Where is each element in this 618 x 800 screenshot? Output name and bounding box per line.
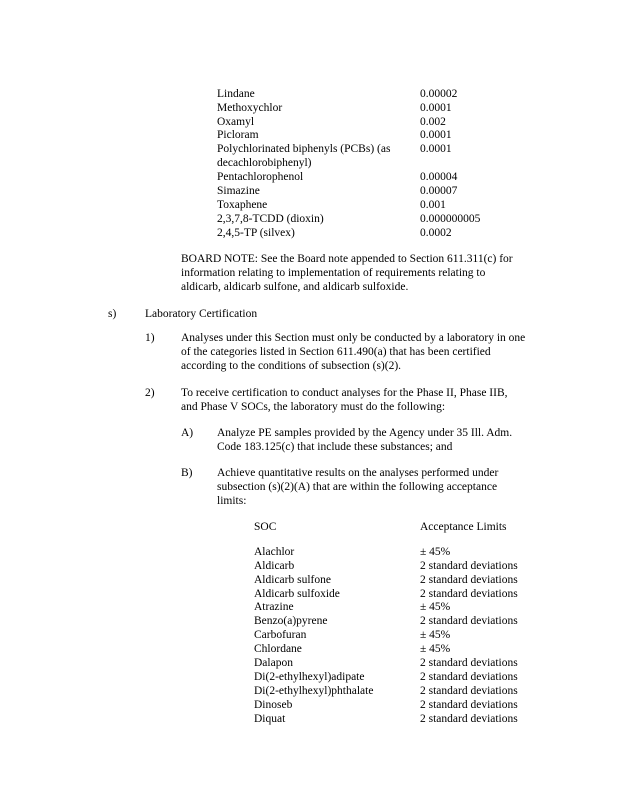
item-a-text xyxy=(217,426,512,454)
table-row xyxy=(0,656,618,670)
soc-name: Aldicarb sulfoxide xyxy=(254,588,340,600)
soc-name: Atrazine xyxy=(254,601,294,613)
contaminant-value: 0.00002 xyxy=(420,88,458,100)
acceptance-limit: 2 standard deviations xyxy=(420,685,518,697)
table-row xyxy=(0,198,618,212)
paragraph-line: limits: xyxy=(217,495,247,507)
table-row xyxy=(0,87,618,101)
table-row xyxy=(0,128,618,142)
soc-name: Benzo(a)pyrene xyxy=(254,615,328,627)
paragraph-line: according to the conditions of subsection (s)(2). xyxy=(181,360,402,372)
contaminant-name: Pentachlorophenol xyxy=(217,171,304,183)
paragraph-line: To receive certification to conduct analyses for the Phase II, Phase IIB, xyxy=(181,387,508,399)
contaminant-name: Methoxychlor xyxy=(217,102,283,114)
contaminant-name: Oxamyl xyxy=(217,116,255,128)
board-note-line: information relating to implementation of requirements relating to xyxy=(181,267,486,279)
contaminant-name: 2,3,7,8-TCDD (dioxin) xyxy=(217,213,324,225)
table-row xyxy=(0,684,618,698)
header-soc: SOC xyxy=(254,521,277,533)
soc-name: Aldicarb sulfone xyxy=(254,574,331,586)
contaminant-value: 0.001 xyxy=(420,199,446,211)
table-row xyxy=(0,142,618,156)
soc-name: Carbofuran xyxy=(254,629,307,641)
paragraph-line: Achieve quantitative results on the analyses performed under xyxy=(217,467,499,479)
table-header xyxy=(0,520,618,534)
table-row xyxy=(0,600,618,614)
table-row-continuation xyxy=(0,156,618,170)
soc-name: Diquat xyxy=(254,713,286,725)
table-row xyxy=(0,614,618,628)
table-row xyxy=(0,170,618,184)
table-row xyxy=(0,226,618,240)
contaminant-name: Toxaphene xyxy=(217,199,268,211)
table-row xyxy=(0,115,618,129)
paragraph-line: subsection (s)(2)(A) that are within the following acceptance xyxy=(217,481,498,493)
acceptance-limit: ± 45% xyxy=(420,601,451,613)
paragraph-line: Code 183.125(c) that include these substances; and xyxy=(217,441,453,453)
acceptance-limit: ± 45% xyxy=(420,546,451,558)
contaminant-value: 0.0001 xyxy=(420,102,452,114)
paragraph-line: of the categories listed in Section 611.490(a) that has been certified xyxy=(181,346,491,358)
acceptance-limit: 2 standard deviations xyxy=(420,671,518,683)
table-row xyxy=(0,573,618,587)
section-marker: s) xyxy=(108,308,117,320)
acceptance-limit: 2 standard deviations xyxy=(420,713,518,725)
contaminant-name: Simazine xyxy=(217,185,260,197)
acceptance-limit: 2 standard deviations xyxy=(420,615,518,627)
soc-name: Dinoseb xyxy=(254,699,293,711)
contaminant-name: Polychlorinated biphenyls (PCBs) (as xyxy=(217,143,391,155)
contaminant-value: 0.002 xyxy=(420,116,446,128)
paragraph-line: Analyze PE samples provided by the Agency under 35 Ill. Adm. xyxy=(217,427,513,439)
table-row xyxy=(0,559,618,573)
soc-name: Di(2-ethylhexyl)adipate xyxy=(254,671,365,683)
board-note-line: aldicarb, aldicarb sulfone, and aldicarb sulfoxide. xyxy=(181,281,409,293)
board-note-line: BOARD NOTE: See the Board note appended to Section 611.311(c) for xyxy=(181,253,513,265)
table-row xyxy=(0,212,618,226)
item-marker: 1) xyxy=(145,332,155,344)
table-row xyxy=(0,712,618,726)
section-title: Laboratory Certification xyxy=(145,308,258,320)
contaminant-name: Picloram xyxy=(217,129,259,141)
acceptance-limit: 2 standard deviations xyxy=(420,657,518,669)
acceptance-limit: 2 standard deviations xyxy=(420,560,518,572)
contaminant-name: 2,4,5-TP (silvex) xyxy=(217,227,295,239)
table-row xyxy=(0,101,618,115)
table-row xyxy=(0,545,618,559)
paragraph-line: and Phase V SOCs, the laboratory must do the following: xyxy=(181,401,446,413)
table-row xyxy=(0,670,618,684)
soc-name: Alachlor xyxy=(254,546,295,558)
contaminant-value: 0.0001 xyxy=(420,129,452,141)
table-row xyxy=(0,642,618,656)
table-row xyxy=(0,628,618,642)
contaminant-value: 0.0002 xyxy=(420,227,452,239)
acceptance-limit: ± 45% xyxy=(420,629,451,641)
soc-name: Dalapon xyxy=(254,657,293,669)
contaminant-name: Lindane xyxy=(217,88,255,100)
item-marker: 2) xyxy=(145,387,155,399)
soc-name: Di(2-ethylhexyl)phthalate xyxy=(254,685,374,697)
table-row xyxy=(0,587,618,601)
item-b-text xyxy=(217,466,498,508)
paragraph-line: Analyses under this Section must only be conducted by a laboratory in one xyxy=(181,332,526,344)
acceptance-limit: 2 standard deviations xyxy=(420,699,518,711)
soc-name: Chlordane xyxy=(254,643,302,655)
soc-name: Aldicarb xyxy=(254,560,295,572)
header-acceptance-limits: Acceptance Limits xyxy=(420,521,507,533)
contaminant-value: 0.00004 xyxy=(420,171,458,183)
item-2-text xyxy=(181,386,508,414)
acceptance-limit: ± 45% xyxy=(420,643,451,655)
contaminant-value: 0.000000005 xyxy=(420,213,481,225)
board-note xyxy=(181,252,513,294)
table-row xyxy=(0,184,618,198)
item-1-text xyxy=(181,331,525,373)
subitem-marker: A) xyxy=(181,427,194,439)
contaminant-name-continued: decachlorobiphenyl) xyxy=(217,157,312,169)
subitem-marker: B) xyxy=(181,467,193,479)
table-row xyxy=(0,698,618,712)
contaminant-value: 0.0001 xyxy=(420,143,452,155)
acceptance-limit: 2 standard deviations xyxy=(420,574,518,586)
acceptance-limit: 2 standard deviations xyxy=(420,588,518,600)
contaminant-value: 0.00007 xyxy=(420,185,458,197)
